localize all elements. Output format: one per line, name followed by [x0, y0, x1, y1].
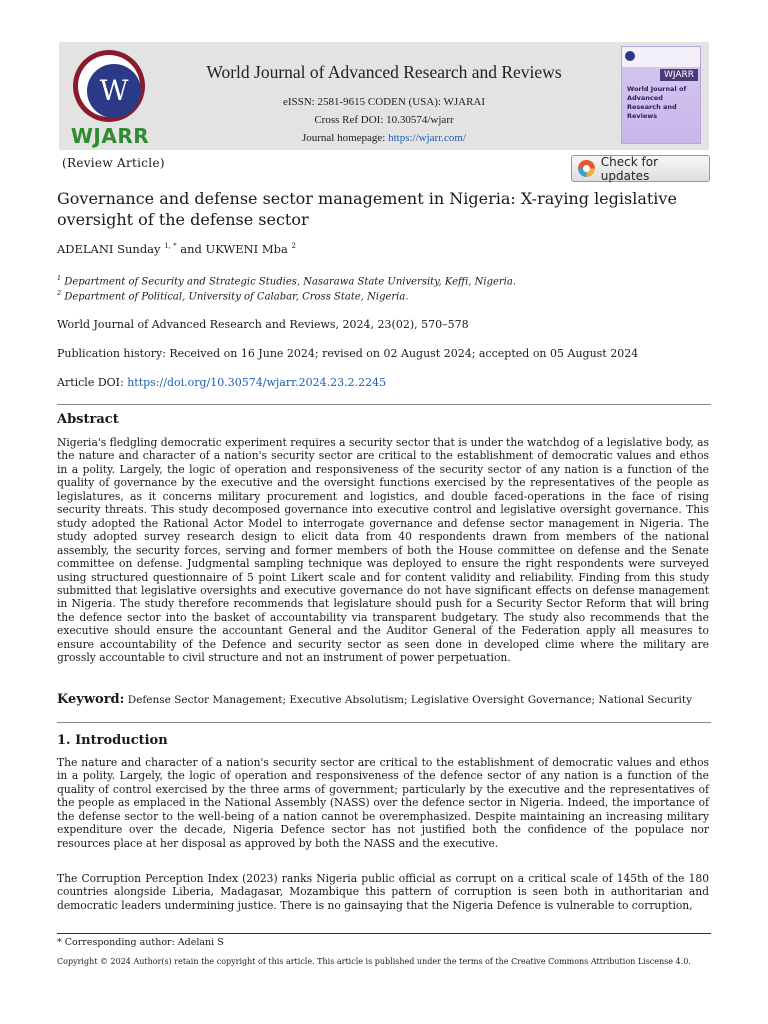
- author-first-sup: 1, *: [164, 242, 177, 251]
- publication-history: Publication history: Received on 16 June 2024; revised on 02 August 2024; accepted on 05 August 2024: [57, 347, 639, 360]
- keyword-list: Defense Sector Management; Executive Absolutism; Legislative Oversight Governance; National Security: [124, 694, 692, 706]
- homepage-label: Journal homepage:: [301, 132, 389, 144]
- keywords: [57, 692, 709, 707]
- homepage-link[interactable]: https://wjarr.com/: [388, 132, 467, 144]
- author-second-sup: 2: [291, 242, 296, 251]
- cover-badge: WJARR: [660, 69, 698, 81]
- cover-logo-icon: [625, 51, 635, 61]
- journal-title: World Journal of Advanced Research and Reviews: [206, 62, 562, 82]
- article-type: (Review Article): [62, 156, 165, 170]
- logo-ring: [73, 50, 145, 122]
- introduction-heading: 1. Introduction: [57, 733, 168, 748]
- crossref-doi-line: Cross Ref DOI: 10.30574/wjarr: [314, 114, 454, 126]
- citation-line: World Journal of Advanced Research and Reviews, 2024, 23(02), 570–578: [57, 318, 469, 331]
- homepage-line: [169, 129, 599, 147]
- keyword-label: Keyword:: [57, 692, 125, 707]
- affiliation-1: $^1$ Department of Security and Strategic Studies, Nasarawa State University, Keffi, Nigeria.: [57, 274, 517, 288]
- journal-info: [169, 62, 599, 147]
- article-title: Governance and defense sector management in Nigeria: X-raying legislative oversight of the defense sector: [57, 189, 677, 229]
- divider: [57, 722, 711, 723]
- journal-header: [59, 42, 709, 150]
- logo-wordmark: WJARR: [70, 124, 150, 148]
- abstract-text: Nigeria's fledgling democratic experiment requires a security sector that is under the watchdog of a legislative body, as the nature and character of a nation's security sector are critical to the establishment of democratic values and ethos in a polity. Largely, the logic of operation and responsiveness of the security sector of any nation is a function of the quality of governance by the executive and the oversight functions exercised by the representatives of the people as legislatures, as it concerns military procurement and logistics, and double faced-operations in the face of rising security threats. This study decomposed governance into executive control and legislative oversight governance. This study adopted the Rational Actor Model to interrogate governance and defense sector management in Nigeria. The study adopted survey research design to elicit data from 40 respondents drawn from members of the national assembly, the security forces, serving and former members of both the House committee on defense and the Senate committee on defense. Judgmental sampling technique was deployed to ensure the right respondents were surveyed using structured questionnaire of 5 point Likert scale and for content validity and reliability. Finding from this study submitted that legislative oversights and executive governance do not have significant effects on defense management in Nigeria. The study therefore recommends that legislature should push for a Security Sector Reform that will bring the defence sector into the basket of accountability via transparent budgetary. The study also recommends that the executive should ensure the accountant General and the Auditor General of the Federation apply all measures to ensure accountability of the Defence and security sector as seen done in developed clime where the military are grossly accountable to civil structure and not an instrument of power perpetuation.: [57, 436, 709, 665]
- authors: ADELANI Sunday $^{1, *}$ and UKWENI Mba $^2$: [57, 242, 296, 256]
- copyright-notice: Copyright © 2024 Author(s) retain the copyright of this article. This article is published under the terms of the Creative Commons Attribution Liscense 4.0.: [57, 957, 691, 966]
- abstract-heading: Abstract: [57, 412, 119, 427]
- cover-title: World Journal of Advanced Research and Reviews: [627, 85, 687, 120]
- journal-cover-thumbnail: [621, 46, 701, 144]
- author-first: ADELANI Sunday: [57, 242, 161, 256]
- introduction-paragraph-2: The Corruption Perception Index (2023) ranks Nigeria public official as corrupt on a critical scale of 145th of the 180 countries alongside Liberia, Madagasar, Mozambique this pattern of corruption is seen both in authoritarian and democratic leaders undermining justice. There is no gainsaying that the Nigeria Defence is vulnerable to corruption,: [57, 872, 709, 912]
- logo-letter: W: [87, 64, 141, 118]
- article-doi: Article DOI: https://doi.org/10.30574/wjarr.2024.23.2.2245: [57, 376, 387, 389]
- corresponding-author: * Corresponding author: Adelani S: [57, 937, 224, 948]
- issn-line: eISSN: 2581-9615 CODEN (USA): WJARAI: [282, 96, 486, 108]
- author-second: UKWENI Mba: [205, 242, 288, 256]
- check-for-updates-button[interactable]: [571, 155, 710, 182]
- affiliation-2: $^2$ Department of Political, University of Calabar, Cross State, Nigeria.: [57, 289, 409, 303]
- divider: [57, 404, 711, 405]
- journal-logo: [69, 50, 151, 146]
- introduction-paragraph-1: The nature and character of a nation's security sector are critical to the establishment of democratic values and ethos in a polity. Largely, the logic of operation and responsiveness of the defence sector of any nation is a function of the quality of control exercised by the three arms of government; particularly by the executive and the representatives of the people as emplaced in the National Assembly (NASS) over the defence sector in Nigeria. Indeed, the importance of the defense sector to the well-being of a nation cannot be overemphasized. Despite maintaining an increasing military expenditure over the decade, Nigeria Defence sector has not justified both the confidence of the populace nor resources place at her disposal as approved by both the NASS and the executive.: [57, 756, 709, 850]
- check-for-updates-label: Check for updates: [600, 154, 659, 183]
- footnote-divider: [57, 933, 711, 934]
- article-doi-link[interactable]: https://doi.org/10.30574/wjarr.2024.23.2.2245: [127, 376, 387, 389]
- crossmark-icon: [578, 160, 595, 177]
